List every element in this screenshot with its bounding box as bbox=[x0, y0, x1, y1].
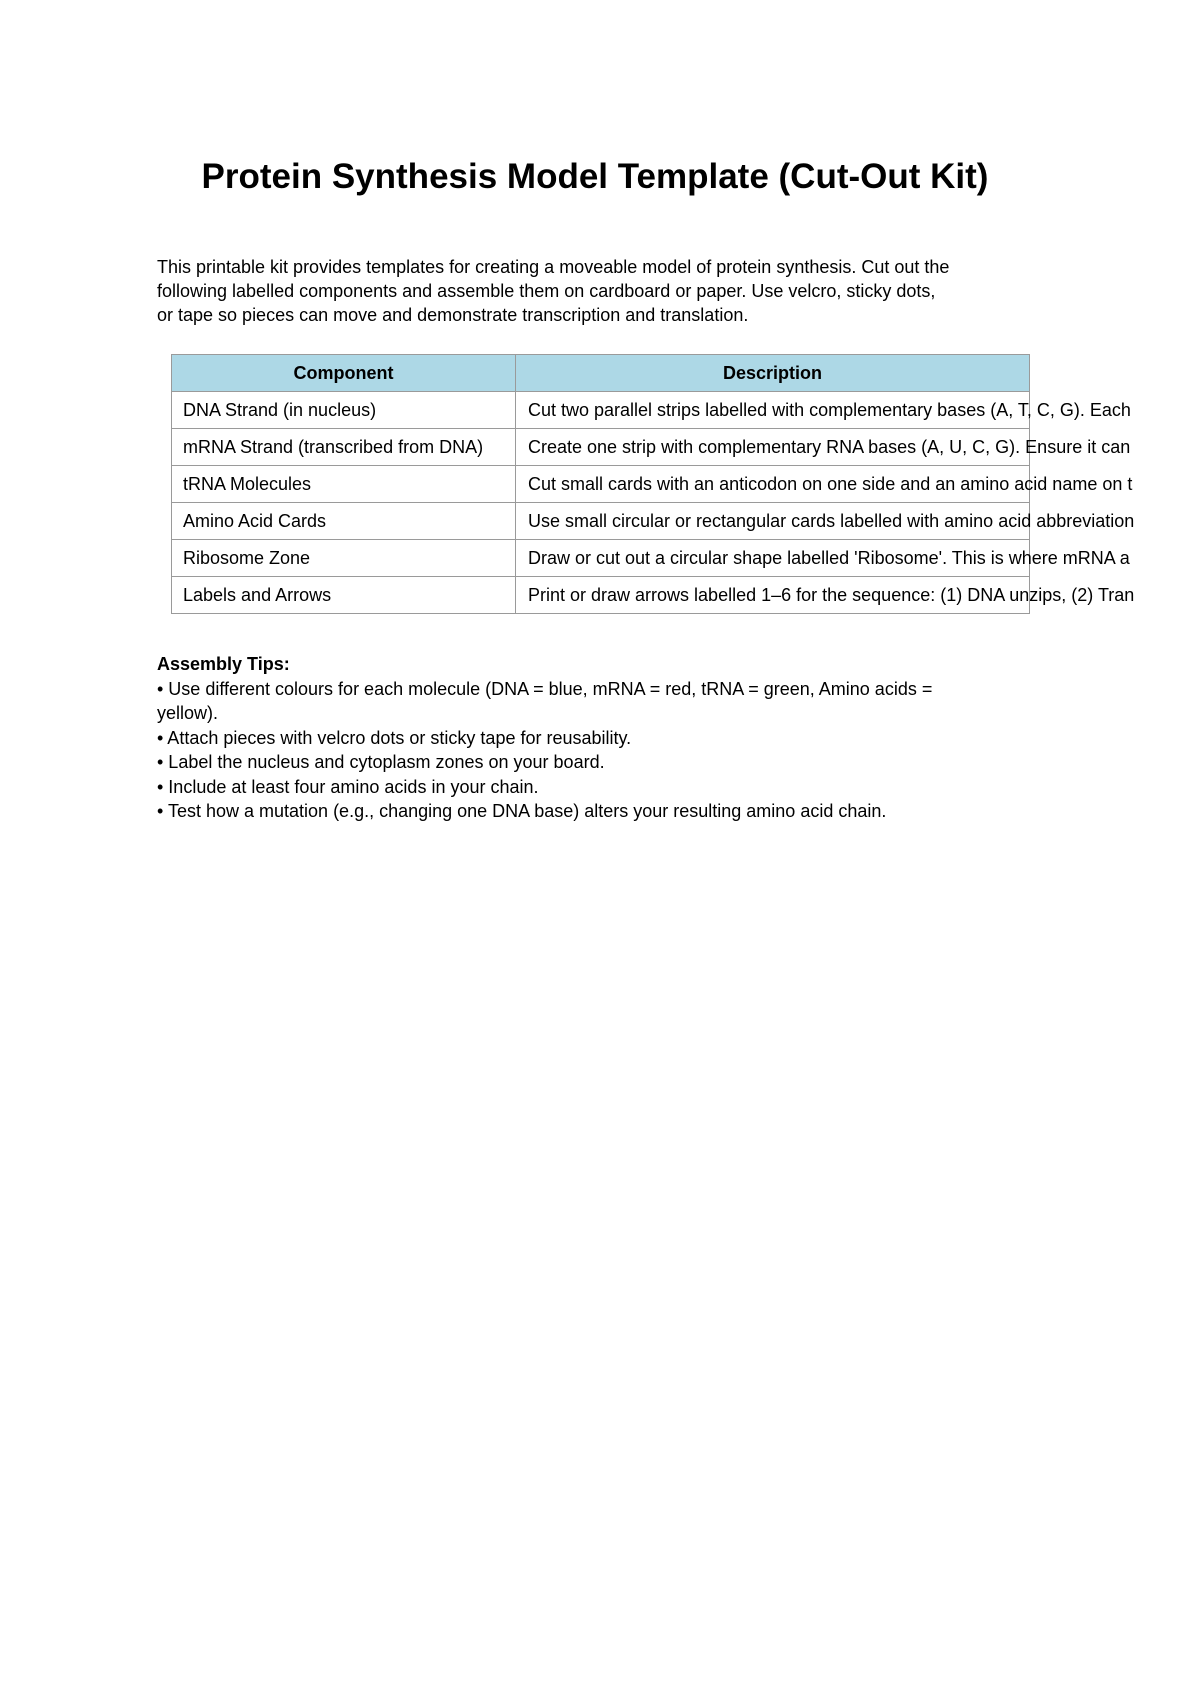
description-cell bbox=[516, 540, 1130, 577]
assembly-tips bbox=[157, 652, 1057, 824]
tip-item: • Use different colours for each molecule (DNA = blue, mRNA = red, tRNA = green, Amino acids = bbox=[157, 678, 933, 699]
description-cell bbox=[516, 466, 1133, 503]
component-cell: Labels and Arrows bbox=[172, 577, 516, 614]
component-cell: mRNA Strand (transcribed from DNA) bbox=[172, 429, 516, 466]
tip-item: • Label the nucleus and cytoplasm zones on your board. bbox=[157, 752, 605, 772]
tip-item: • Include at least four amino acids in your chain. bbox=[157, 776, 539, 797]
table-row bbox=[172, 503, 1030, 540]
description-text: Use small circular or rectangular cards labelled with amino acid abbreviation bbox=[528, 510, 1135, 531]
column-header-description: Description bbox=[516, 355, 1030, 392]
description-text: Print or draw arrows labelled 1–6 for the sequence: (1) DNA unzips, (2) Tran bbox=[528, 584, 1135, 605]
tip-item: • Test how a mutation (e.g., changing one DNA base) alters your resulting amino acid chain. bbox=[157, 801, 887, 821]
table-row bbox=[172, 392, 1030, 429]
component-cell: tRNA Molecules bbox=[172, 466, 516, 503]
components-table bbox=[171, 354, 1135, 614]
intro-line: following labelled components and assemble them on cardboard or paper. Use velcro, sticky dots, bbox=[157, 281, 936, 301]
description-cell bbox=[516, 392, 1131, 429]
description-cell bbox=[516, 577, 1135, 614]
component-cell: Amino Acid Cards bbox=[172, 503, 516, 540]
table-row bbox=[172, 577, 1030, 614]
intro-line: or tape so pieces can move and demonstrate transcription and translation. bbox=[157, 305, 749, 325]
description-cell bbox=[516, 429, 1131, 466]
component-cell: DNA Strand (in nucleus) bbox=[172, 392, 516, 429]
assembly-tips-heading: Assembly Tips: bbox=[157, 654, 290, 674]
description-text: Cut small cards with an anticodon on one side and an amino acid name on t bbox=[528, 473, 1133, 494]
tip-item: yellow). bbox=[157, 703, 219, 723]
table-header-row bbox=[172, 355, 1030, 392]
components-table-wrapper bbox=[171, 354, 1135, 614]
table-row bbox=[172, 429, 1030, 466]
description-text: Draw or cut out a circular shape labelled 'Ribosome'. This is where mRNA a bbox=[528, 547, 1130, 568]
tip-item: • Attach pieces with velcro dots or sticky tape for reusability. bbox=[157, 727, 632, 748]
description-text: Create one strip with complementary RNA bases (A, U, C, G). Ensure it can bbox=[528, 436, 1131, 457]
description-cell bbox=[516, 503, 1135, 540]
intro-line: This printable kit provides templates for creating a moveable model of protein synthesis. Cut out the bbox=[157, 257, 950, 277]
page-title: Protein Synthesis Model Template (Cut-Out Kit) bbox=[201, 157, 989, 196]
intro-paragraph bbox=[157, 255, 1057, 327]
table-row bbox=[172, 540, 1030, 577]
component-cell: Ribosome Zone bbox=[172, 540, 516, 577]
table-row bbox=[172, 466, 1030, 503]
column-header-component: Component bbox=[172, 355, 516, 392]
description-text: Cut two parallel strips labelled with complementary bases (A, T, C, G). Each bbox=[528, 399, 1131, 420]
